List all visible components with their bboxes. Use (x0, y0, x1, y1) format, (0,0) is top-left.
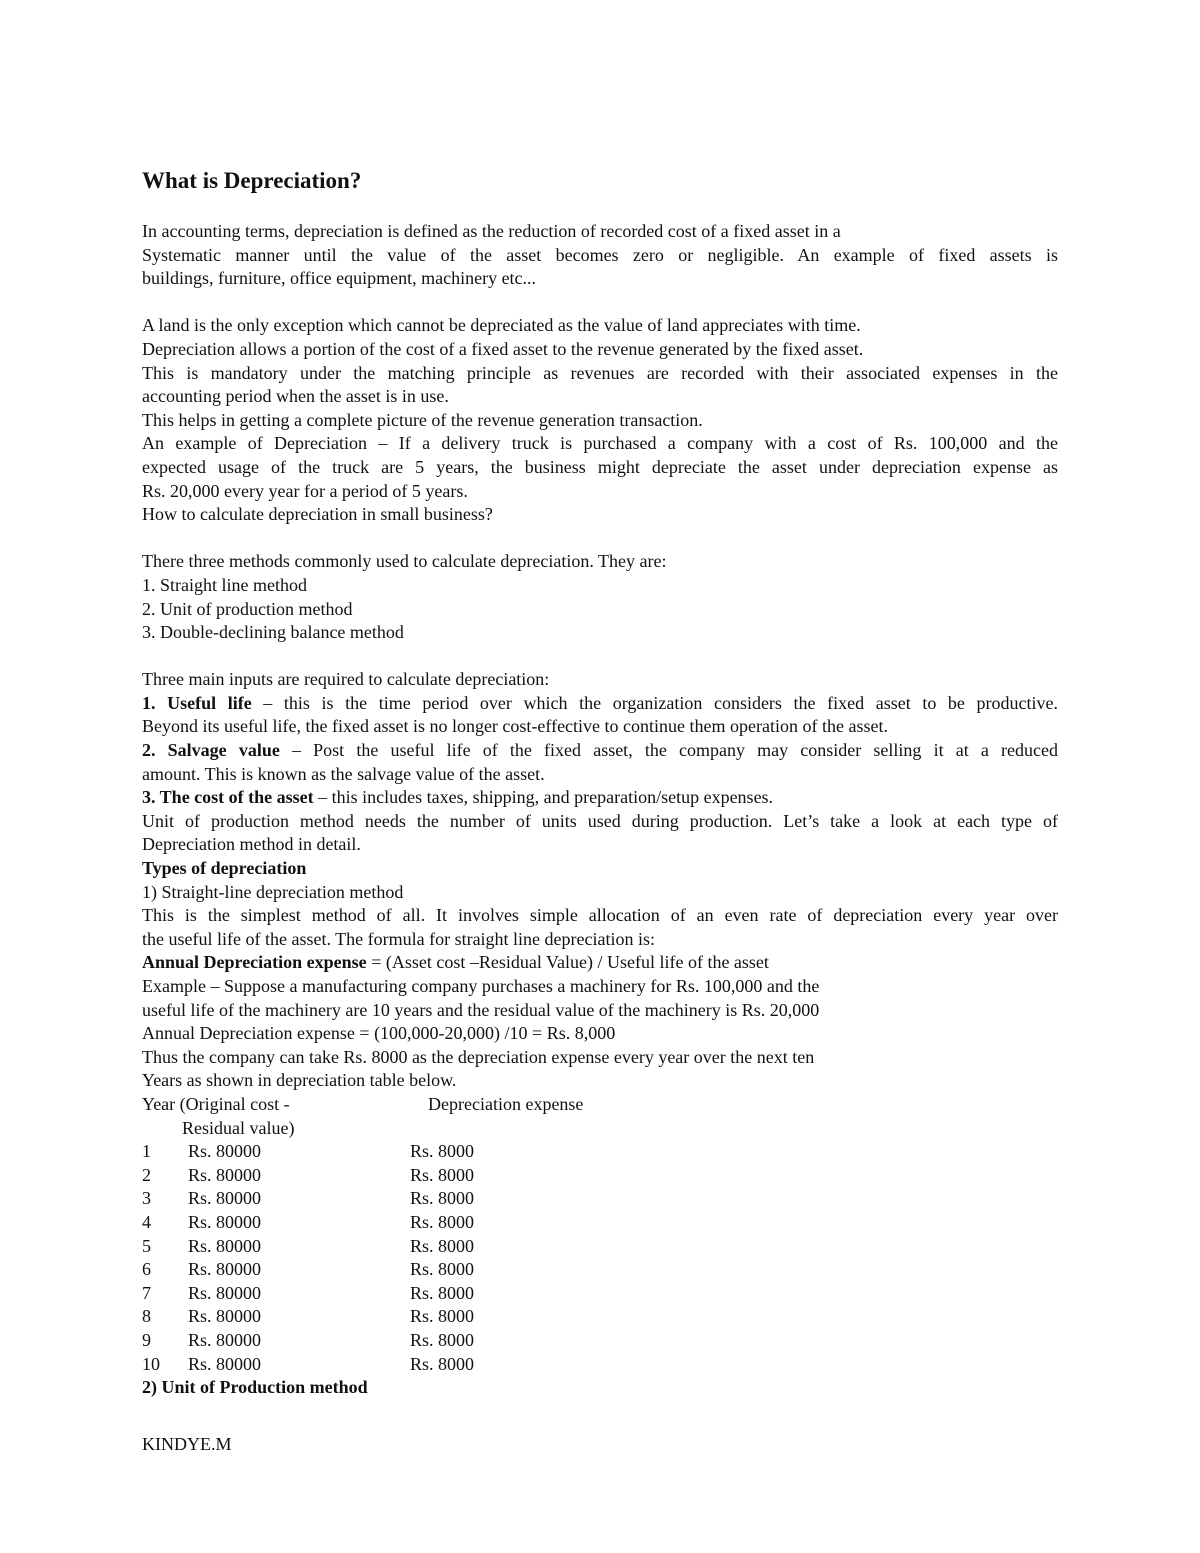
line-text: the useful life of the asset. The formula for straight line depreciation is: (142, 928, 656, 949)
blank-line (142, 291, 1058, 315)
year-cell: 10 (142, 1353, 160, 1374)
text-line (142, 668, 1058, 692)
table-rows (142, 1140, 1058, 1376)
text-line (142, 833, 1058, 857)
line-text: A land is the only exception which cannot be depreciated as the value of land appreciates with time. (142, 315, 861, 336)
text-line (142, 598, 1058, 622)
text-line (142, 244, 1058, 268)
bold-term: Annual Depreciation expense (142, 952, 367, 973)
text-line (142, 621, 1058, 645)
line-text: Unit of production method needs the number of units used during production. Let’s take a look at each type of (142, 810, 1058, 831)
cost-cell: Rs. 80000 (188, 1235, 262, 1256)
text-line (142, 763, 1058, 787)
text-line (142, 975, 1058, 999)
line-text: Depreciation allows a portion of the cost of a fixed asset to the revenue generated by the fixed asset. (142, 338, 864, 359)
line-text: There three methods commonly used to calculate depreciation. They are: (142, 551, 667, 572)
table-row (142, 1235, 1058, 1259)
line-text: Systematic manner until the value of the asset becomes zero or negligible. An example of fixed assets is (142, 244, 1058, 265)
line-text: Thus the company can take Rs. 8000 as the depreciation expense every year over the next ten (142, 1046, 815, 1067)
cost-cell: Rs. 80000 (188, 1329, 262, 1350)
line-text: accounting period when the asset is in use. (142, 386, 449, 407)
year-cell: 3 (142, 1188, 151, 1209)
cost-cell: Rs. 80000 (188, 1164, 262, 1185)
text-line (142, 715, 1058, 739)
table-row (142, 1211, 1058, 1235)
line-text: Three main inputs are required to calculate depreciation: (142, 669, 550, 690)
blank-line (142, 527, 1058, 551)
line-text: – Post the useful life of the fixed asset, the company may consider selling it at a reduced (279, 740, 1058, 761)
line-text: How to calculate depreciation in small business? (142, 504, 493, 525)
line-text: 2. Unit of production method (142, 598, 353, 619)
text-line (142, 786, 1058, 810)
expense-cell: Rs. 8000 (410, 1259, 475, 1280)
text-line (142, 503, 1058, 527)
header-year: Year (Original cost - (142, 1093, 290, 1114)
text-line (142, 409, 1058, 433)
line-text: Depreciation method in detail. (142, 834, 361, 855)
blank-line (142, 645, 1058, 669)
line-text: 1) Straight-line depreciation method (142, 881, 404, 902)
line-text: useful life of the machinery are 10 years and the residual value of the machinery is Rs. 20,000 (142, 999, 820, 1020)
expense-cell: Rs. 8000 (410, 1188, 475, 1209)
expense-cell: Rs. 8000 (410, 1211, 475, 1232)
text-line (142, 314, 1058, 338)
year-cell: 1 (142, 1141, 151, 1162)
line-text: This is mandatory under the matching principle as revenues are recorded with their associated expenses in the (142, 362, 1058, 383)
text-line (142, 810, 1058, 834)
section-heading-unit-of-production: 2) Unit of Production method (142, 1377, 368, 1398)
line-text: – this includes taxes, shipping, and preparation/setup expenses. (313, 787, 774, 808)
expense-cell: Rs. 8000 (410, 1282, 475, 1303)
text-line (142, 220, 1058, 244)
header-depreciation: Depreciation expense (428, 1093, 584, 1114)
line-text: Years as shown in depreciation table below. (142, 1070, 457, 1091)
expense-cell: Rs. 8000 (410, 1235, 475, 1256)
text-line (142, 267, 1058, 291)
expense-cell: Rs. 8000 (410, 1353, 475, 1374)
year-cell: 8 (142, 1306, 151, 1327)
text-line (142, 928, 1058, 952)
year-cell: 2 (142, 1164, 151, 1185)
table-header (142, 1093, 1058, 1117)
text-line (142, 881, 1058, 905)
text-line (142, 480, 1058, 504)
table-row (142, 1140, 1058, 1164)
year-cell: 7 (142, 1282, 151, 1303)
depreciation-table (142, 1093, 1058, 1376)
text-line (142, 1022, 1058, 1046)
text-line (142, 338, 1058, 362)
table-row (142, 1187, 1058, 1211)
line-text: expected usage of the truck are 5 years, the business might depreciate the asset under depreciation expense as (142, 456, 1058, 477)
page-title: What is Depreciation? (142, 168, 362, 193)
line-text: In accounting terms, depreciation is defined as the reduction of recorded cost of a fixed asset in a (142, 221, 841, 241)
text-line (142, 456, 1058, 480)
header-residual: Residual value) (182, 1117, 295, 1138)
line-text: This is the simplest method of all. It involves simple allocation of an even rate of depreciation every year over (142, 905, 1058, 926)
year-cell: 9 (142, 1329, 151, 1350)
cost-cell: Rs. 80000 (188, 1353, 262, 1374)
paragraph-lines (142, 220, 1058, 1093)
table-row (142, 1164, 1058, 1188)
text-line (142, 739, 1058, 763)
text-line (142, 574, 1058, 598)
bold-term: 2. Salvage value (142, 740, 280, 761)
expense-cell: Rs. 8000 (410, 1329, 475, 1350)
line-text: Rs. 20,000 every year for a period of 5 years. (142, 480, 468, 501)
line-text: – this is the time period over which the organization considers the fixed asset to be productive. (251, 692, 1058, 713)
table-row (142, 1305, 1058, 1329)
line-text: An example of Depreciation – If a delivery truck is purchased a company with a cost of Rs. 100,000 and the (142, 433, 1058, 454)
year-cell: 6 (142, 1259, 151, 1280)
line-text: 3. Double-declining balance method (142, 622, 404, 643)
table-row (142, 1282, 1058, 1306)
table-row (142, 1353, 1058, 1377)
footer-author: KINDYE.M (142, 1434, 232, 1454)
line-text: Example – Suppose a manufacturing company purchases a machinery for Rs. 100,000 and the (142, 976, 820, 996)
line-text: Annual Depreciation expense = (100,000-20,000) /10 = Rs. 8,000 (142, 1023, 616, 1044)
text-line (142, 1046, 1058, 1070)
text-line (142, 951, 1058, 975)
table-header-cont (142, 1117, 1058, 1141)
text-line (142, 692, 1058, 716)
line-text: = (Asset cost –Residual Value) / Useful life of the asset (366, 952, 769, 973)
text-line (142, 432, 1058, 456)
line-text: amount. This is known as the salvage value of the asset. (142, 763, 545, 784)
text-line (142, 550, 1058, 574)
text-line (142, 362, 1058, 386)
cost-cell: Rs. 80000 (188, 1282, 262, 1303)
text-line (142, 857, 1058, 881)
bold-term: 1. Useful life (142, 692, 252, 713)
text-line (142, 904, 1058, 928)
text-line (142, 999, 1058, 1023)
line-text: This helps in getting a complete picture of the revenue generation transaction. (142, 409, 703, 430)
document-body (142, 220, 1058, 1400)
cost-cell: Rs. 80000 (188, 1141, 262, 1162)
expense-cell: Rs. 8000 (410, 1164, 475, 1185)
text-line (142, 385, 1058, 409)
cost-cell: Rs. 80000 (188, 1211, 262, 1232)
bold-term: Types of depreciation (142, 858, 307, 879)
cost-cell: Rs. 80000 (188, 1259, 262, 1280)
table-row (142, 1258, 1058, 1282)
table-row (142, 1329, 1058, 1353)
line-text: buildings, furniture, office equipment, machinery etc... (142, 268, 537, 289)
expense-cell: Rs. 8000 (410, 1306, 475, 1327)
expense-cell: Rs. 8000 (410, 1141, 475, 1162)
line-text: Beyond its useful life, the fixed asset is no longer cost-effective to continue them operation of the asset. (142, 716, 888, 737)
text-line (142, 1069, 1058, 1093)
year-cell: 4 (142, 1211, 151, 1232)
line-text: 1. Straight line method (142, 574, 307, 595)
cost-cell: Rs. 80000 (188, 1306, 262, 1327)
year-cell: 5 (142, 1235, 151, 1256)
cost-cell: Rs. 80000 (188, 1188, 262, 1209)
bold-term: 3. The cost of the asset (142, 787, 314, 808)
